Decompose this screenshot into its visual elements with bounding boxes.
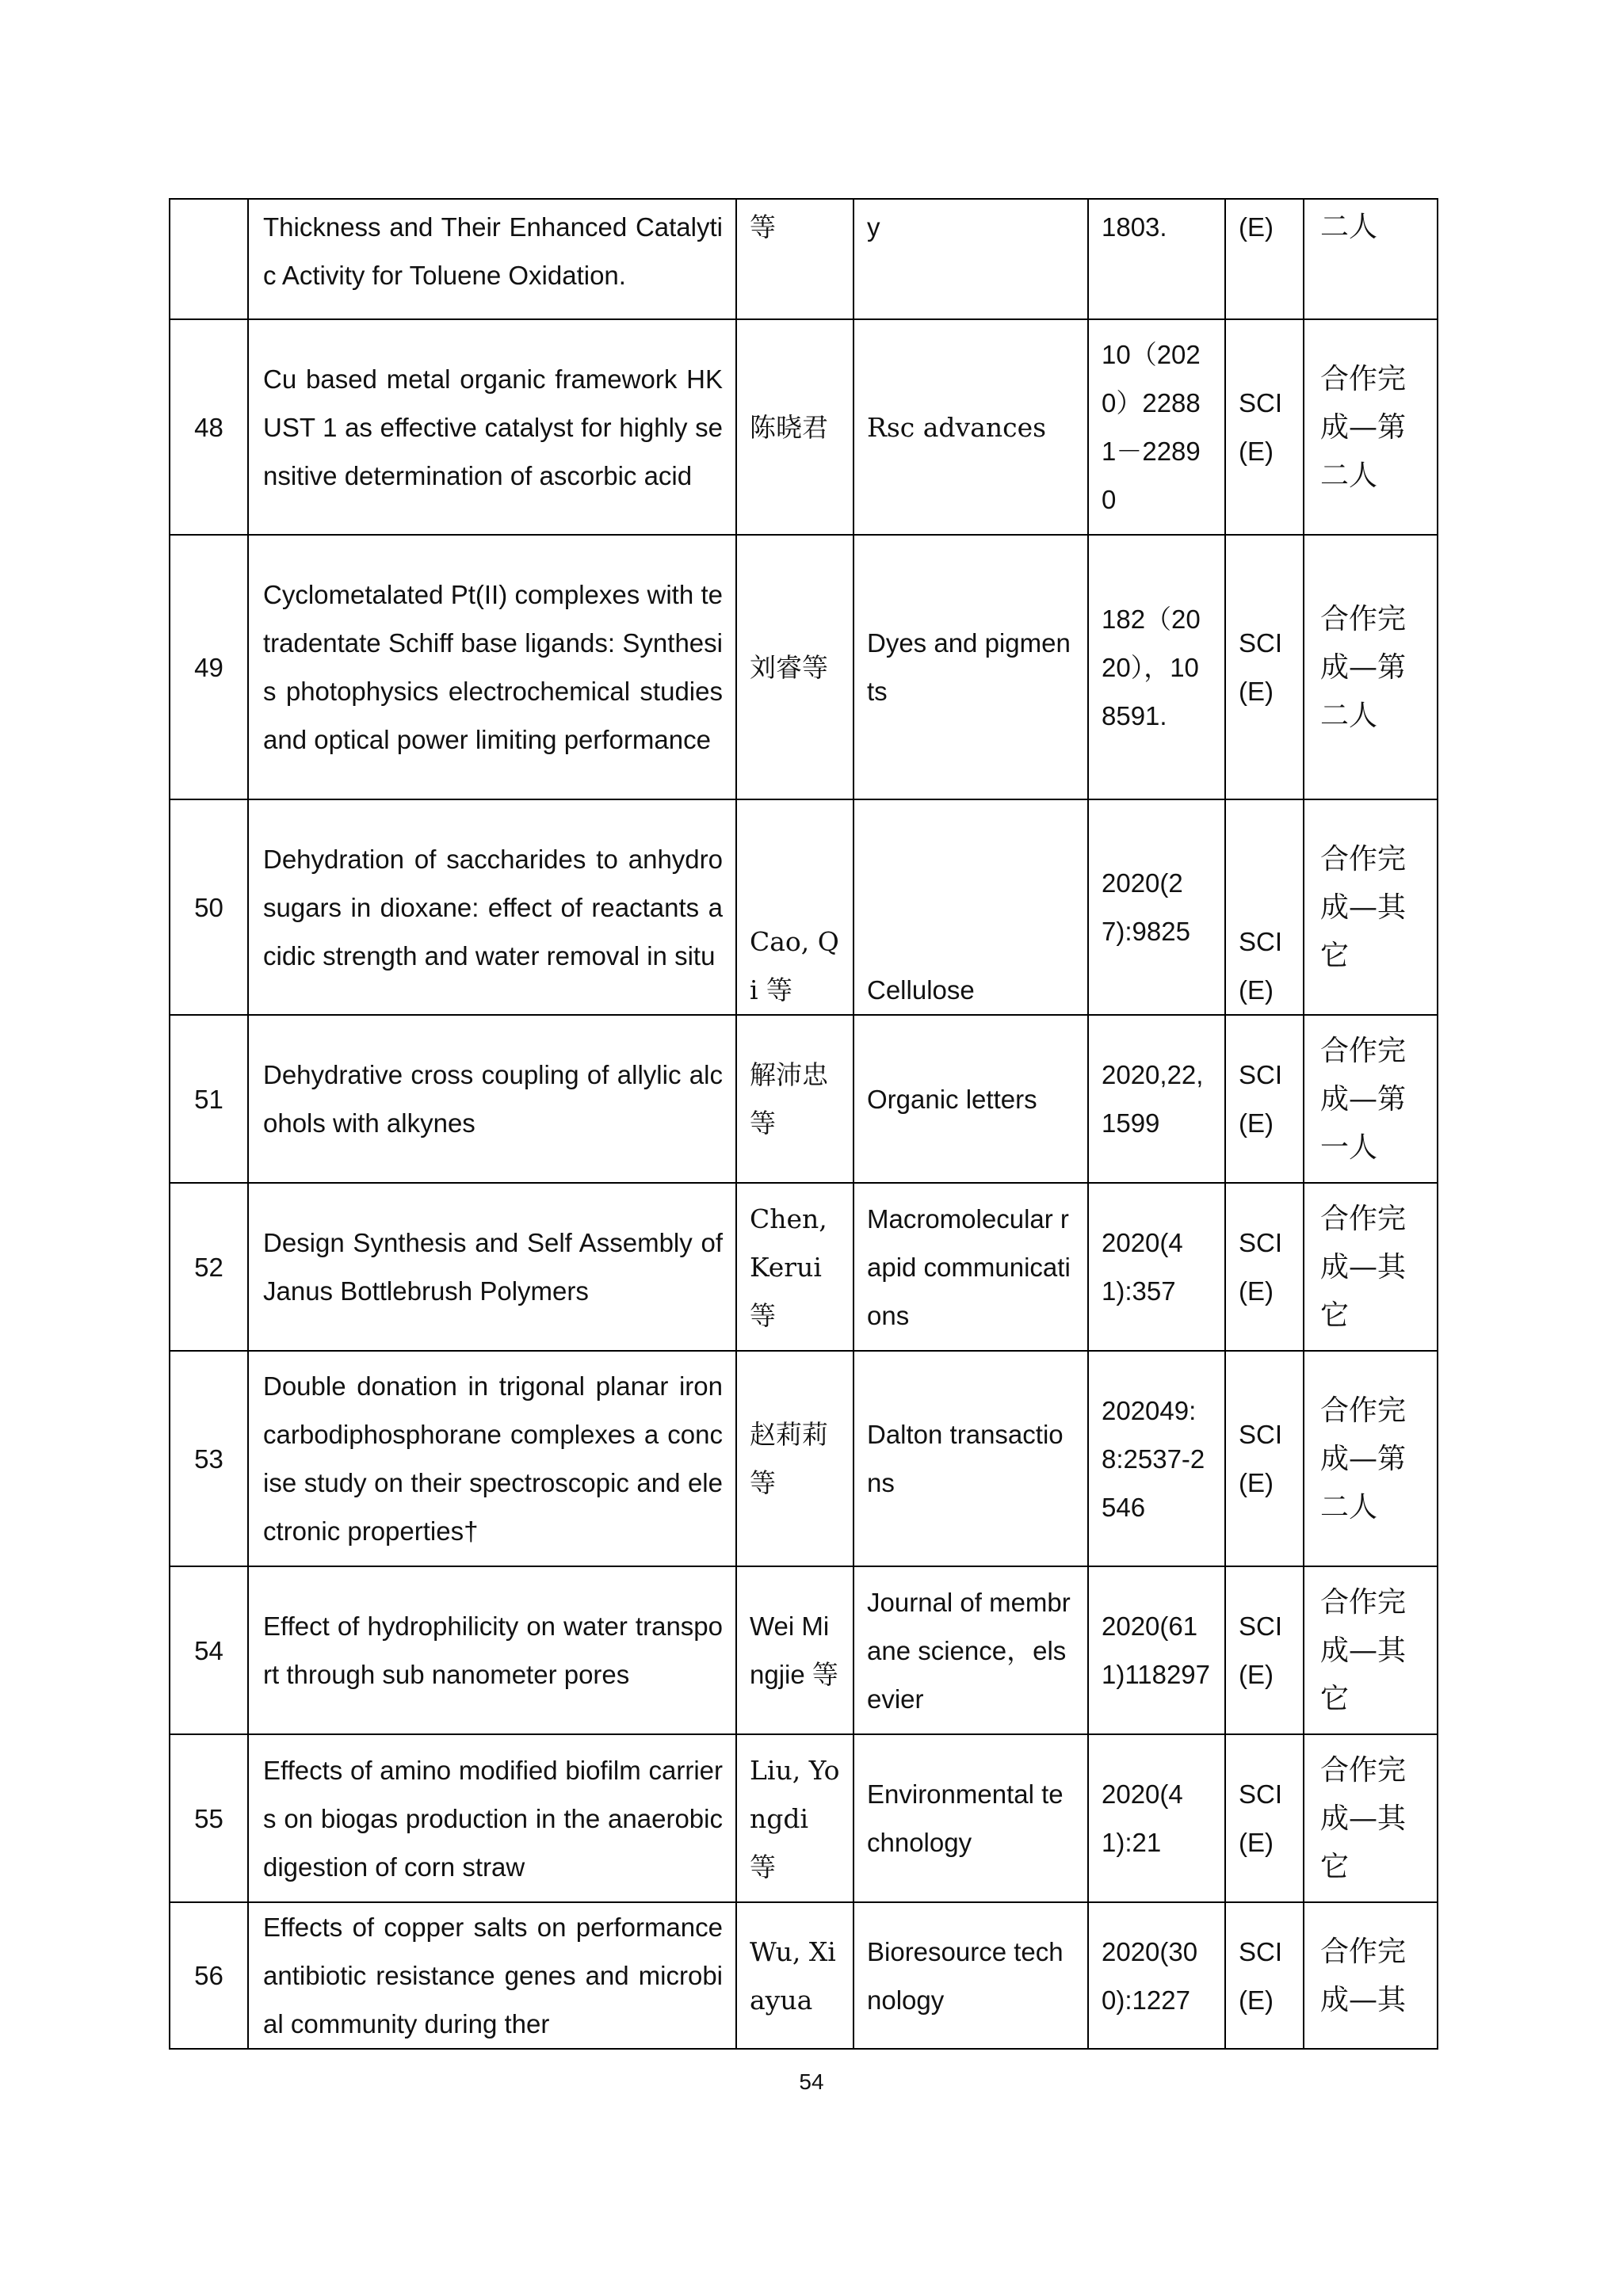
index-type: SCI (E) — [1225, 1566, 1304, 1734]
row-number: 56 — [170, 1902, 248, 2049]
paper-title: Cyclometalated Pt(II) complexes with tetradentate Schiff base ligands: Synthesis photophysics electrochemical studies and optical power limiting performance — [248, 535, 736, 799]
journal: y — [854, 199, 1088, 319]
table-row — [170, 1015, 1438, 1183]
table-row — [170, 799, 1438, 1015]
paper-title: Effects of amino modified biofilm carriers on biogas production in the anaerobic digestion of corn straw — [248, 1734, 736, 1902]
authors: 刘睿等 — [736, 535, 854, 799]
table-row — [170, 1566, 1438, 1734]
index-type: SCI (E) — [1225, 1351, 1304, 1566]
volume-pages: 2020(300):1227 — [1088, 1902, 1225, 2049]
contribution-role: 合作完成—第一人 — [1304, 1015, 1438, 1183]
paper-title: Dehydrative cross coupling of allylic alcohols with alkynes — [248, 1015, 736, 1183]
page-number: 54 — [799, 2069, 824, 2094]
journal: Journal of membrane science，elsevier — [854, 1566, 1088, 1734]
paper-title: Effects of copper salts on performance antibiotic resistance genes and microbial community during ther — [248, 1902, 736, 2049]
authors: 赵莉莉等 — [736, 1351, 854, 1566]
authors: Wu, Xiayua — [736, 1902, 854, 2049]
contribution-role: 合作完成—其它 — [1304, 799, 1438, 1015]
row-number — [170, 199, 248, 319]
paper-title: Thickness and Their Enhanced Catalytic Activity for Toluene Oxidation. — [248, 199, 736, 319]
authors: Liu, Yongdi 等 — [736, 1734, 854, 1902]
table-row — [170, 319, 1438, 535]
contribution-role: 合作完成—其 — [1304, 1902, 1438, 2049]
volume-pages: 2020,22,1599 — [1088, 1015, 1225, 1183]
index-type: SCI (E) — [1225, 319, 1304, 535]
volume-pages: 1803. — [1088, 199, 1225, 319]
row-number: 49 — [170, 535, 248, 799]
row-number: 48 — [170, 319, 248, 535]
table-row — [170, 1902, 1438, 2049]
volume-pages: 2020(27):9825 — [1088, 799, 1225, 1015]
contribution-role: 合作完成—第二人 — [1304, 535, 1438, 799]
table-row — [170, 1351, 1438, 1566]
contribution-role: 二人 — [1304, 199, 1438, 319]
journal: Rsc advances — [854, 319, 1088, 535]
contribution-role: 合作完成—其它 — [1304, 1734, 1438, 1902]
table-row — [170, 535, 1438, 799]
contribution-role: 合作完成—其它 — [1304, 1183, 1438, 1351]
volume-pages: 202049:8:2537-2546 — [1088, 1351, 1225, 1566]
index-type: SCI (E) — [1225, 1902, 1304, 2049]
contribution-role: 合作完成—第二人 — [1304, 319, 1438, 535]
volume-pages: 2020(611)118297 — [1088, 1566, 1225, 1734]
volume-pages: 2020(41):357 — [1088, 1183, 1225, 1351]
row-number: 53 — [170, 1351, 248, 1566]
paper-title: Cu based metal organic framework HKUST 1 as effective catalyst for highly sensitive determination of ascorbic acid — [248, 319, 736, 535]
table-row — [170, 1183, 1438, 1351]
authors: 等 — [736, 199, 854, 319]
index-type: SCI (E) — [1225, 1015, 1304, 1183]
journal: Dalton transactions — [854, 1351, 1088, 1566]
authors: Cao, Qi 等 — [736, 799, 854, 1015]
index-type: SCI (E) — [1225, 799, 1304, 1015]
journal: Dyes and pigments — [854, 535, 1088, 799]
index-type: SCI (E) — [1225, 535, 1304, 799]
volume-pages: 10（2020）22881－22890 — [1088, 319, 1225, 535]
publication-table — [169, 198, 1438, 2050]
index-type: SCI (E) — [1225, 1183, 1304, 1351]
row-number: 55 — [170, 1734, 248, 1902]
journal: Bioresource technology — [854, 1902, 1088, 2049]
paper-title: Double donation in trigonal planar iron carbodiphosphorane complexes a concise study on their spectroscopic and electronic properties† — [248, 1351, 736, 1566]
journal: Macromolecular rapid communications — [854, 1183, 1088, 1351]
journal: Environmental technology — [854, 1734, 1088, 1902]
row-number: 54 — [170, 1566, 248, 1734]
table-row — [170, 199, 1438, 319]
authors: Chen, Kerui 等 — [736, 1183, 854, 1351]
paper-title: Effect of hydrophilicity on water transport through sub nanometer pores — [248, 1566, 736, 1734]
row-number: 52 — [170, 1183, 248, 1351]
authors: Wei Mingjie 等 — [736, 1566, 854, 1734]
volume-pages: 182（2020），108591. — [1088, 535, 1225, 799]
authors: 解沛忠等 — [736, 1015, 854, 1183]
journal: Cellulose — [854, 799, 1088, 1015]
contribution-role: 合作完成—其它 — [1304, 1566, 1438, 1734]
journal: Organic letters — [854, 1015, 1088, 1183]
paper-title: Design Synthesis and Self Assembly of Janus Bottlebrush Polymers — [248, 1183, 736, 1351]
row-number: 50 — [170, 799, 248, 1015]
table-row — [170, 1734, 1438, 1902]
row-number: 51 — [170, 1015, 248, 1183]
authors: 陈晓君 — [736, 319, 854, 535]
index-type: (E) — [1225, 199, 1304, 319]
volume-pages: 2020(41):21 — [1088, 1734, 1225, 1902]
index-type: SCI (E) — [1225, 1734, 1304, 1902]
contribution-role: 合作完成—第二人 — [1304, 1351, 1438, 1566]
paper-title: Dehydration of saccharides to anhydro sugars in dioxane: effect of reactants acidic strength and water removal in situ — [248, 799, 736, 1015]
